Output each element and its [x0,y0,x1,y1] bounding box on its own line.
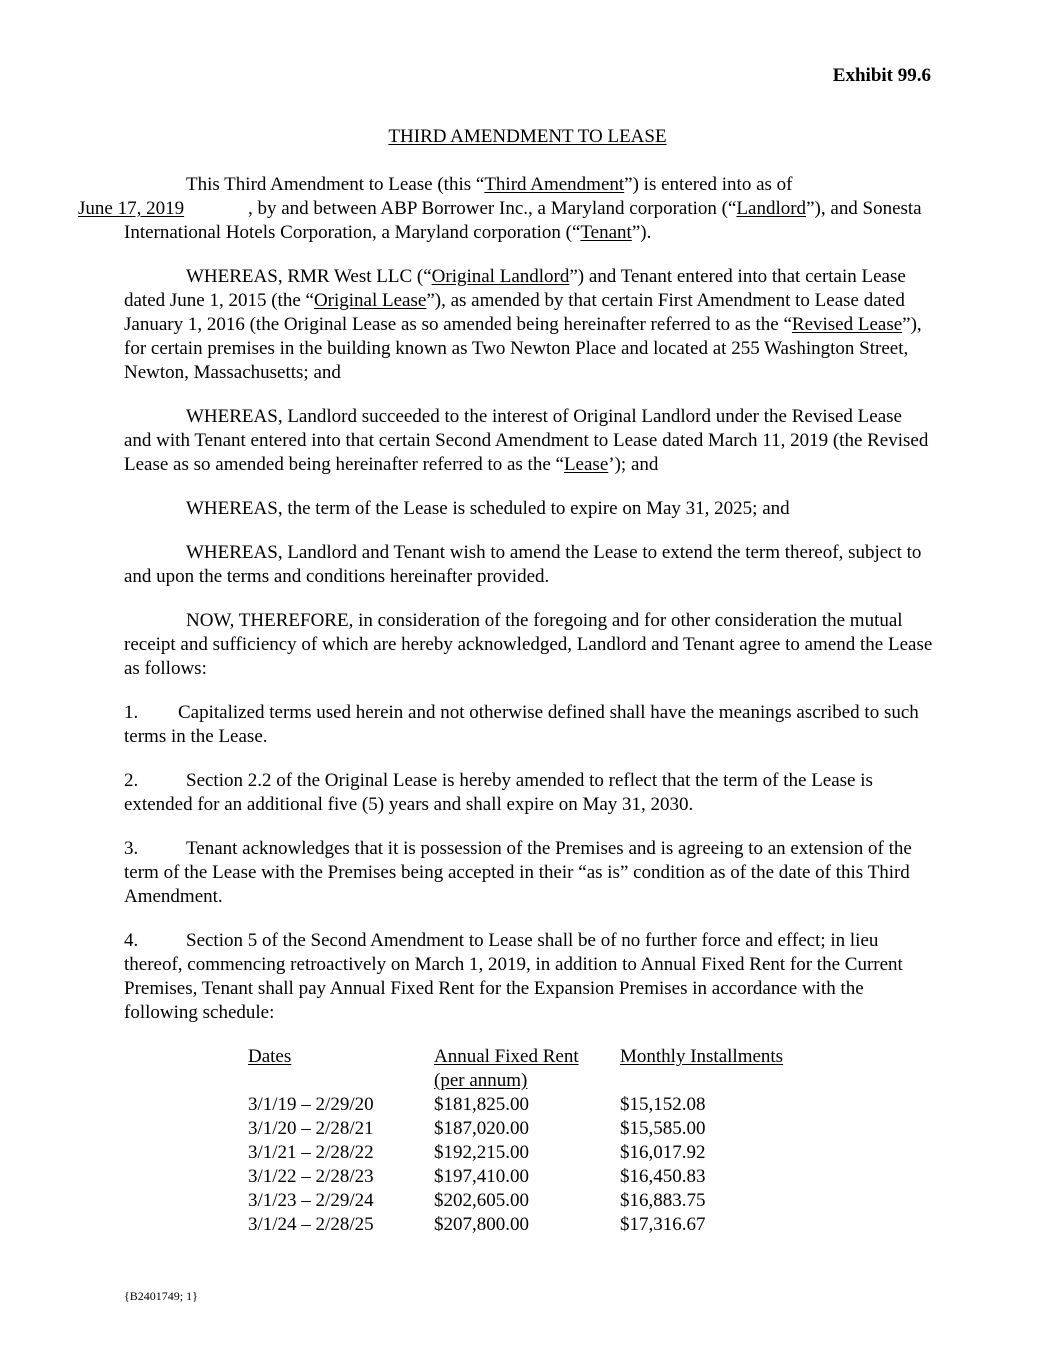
item-text: Section 5 of the Second Amendment to Lease shall be of no further force and effect; in lieu thereof, commencing retroactively on March 1, 2019, in addition to Annual Fixed Rent for the Current Premises, Tenant shall pay Annual Fixed Rent for the Expansion Premises in accordance with the following schedule: [124,930,903,1023]
cell-dates: 3/1/21 – 2/28/22 [248,1142,374,1163]
cell-dates: 3/1/20 – 2/28/21 [248,1118,374,1139]
whereas2-text-a: WHEREAS, Landlord succeeded to the interest of Original Landlord under the Revised Lease and with Tenant entered into that certain Second Amendment to Lease dated March 11, 2019 (the Revised Lease as so amended being hereinafter referred to as the “ [124,406,929,475]
cell-annual: $192,215.00 [434,1142,529,1163]
cell-dates: 3/1/19 – 2/29/20 [248,1094,374,1115]
exhibit-label: Exhibit 99.6 [832,65,931,86]
title-text: THIRD AMENDMENT TO LEASE [388,126,667,147]
whereas-paragraph-4: WHEREAS, Landlord and Tenant wish to amend the Lease to extend the term thereof, subject to and upon the terms and conditions hereinafter provided. [124,542,922,587]
item-number: 3. [124,838,139,859]
intro-text-a: This Third Amendment to Lease (this “ [186,174,485,195]
defined-term-original-landlord: Original Landlord [431,266,570,287]
document-body [78,173,934,1045]
rent-schedule-table [248,1045,820,1237]
intro-text-d: ”), and Sonesta International Hotels Corporation, a Maryland corporation (“ [124,198,922,243]
document-footer-id: {B2401749; 1} [124,1289,198,1303]
cell-annual: $207,800.00 [434,1214,529,1235]
whereas1-text-a: WHEREAS, RMR West LLC (“ [186,266,432,287]
cell-monthly: $17,316.67 [620,1214,706,1235]
item-text: Capitalized terms used herein and not otherwise defined shall have the meanings ascribed to such terms in the Lease. [124,702,919,747]
table-row [248,1117,820,1141]
item-text: Tenant acknowledges that it is possession of the Premises and is agreeing to an extension of the term of the Lease with the Premises being accepted in their “as is” condition as of the date of this Third Amendment. [124,838,912,907]
cell-monthly: $16,883.75 [620,1190,706,1211]
header-annual-fixed-rent: Annual Fixed Rent [434,1046,579,1067]
whereas-paragraph-1 [124,265,934,385]
defined-term-revised-lease: Revised Lease [791,314,903,335]
table-row [248,1165,820,1189]
cell-dates: 3/1/24 – 2/28/25 [248,1214,374,1235]
table-row [248,1189,820,1213]
cell-annual: $187,020.00 [434,1118,529,1139]
table-row [248,1141,820,1165]
cell-dates: 3/1/23 – 2/29/24 [248,1190,374,1211]
whereas1-text-d: ”), for certain premises in the building known as Two Newton Place and located at 255 Washington Street, Newton, Massachusetts; and [124,314,922,383]
numbered-item [124,929,934,1025]
whereas-paragraph-3: WHEREAS, the term of the Lease is scheduled to expire on May 31, 2025; and [186,498,790,519]
cell-annual: $197,410.00 [434,1166,529,1187]
cell-monthly: $15,585.00 [620,1118,706,1139]
numbered-item [124,837,934,909]
table-row [248,1213,820,1237]
header-dates: Dates [248,1046,292,1067]
cell-annual: $202,605.00 [434,1190,529,1211]
cell-monthly: $15,152.08 [620,1094,706,1115]
defined-term-original-lease: Original Lease [313,290,427,311]
cell-dates: 3/1/22 – 2/28/23 [248,1166,374,1187]
whereas1-text-b: ”) and Tenant entered into that certain Lease dated June 1, 2015 (the “ [124,266,906,311]
now-therefore-paragraph: NOW, THEREFORE, in consideration of the foregoing and for other consideration the mutual receipt and sufficiency of which are hereby acknowledged, Landlord and Tenant agree to amend the Lease as follows: [124,610,933,679]
intro-text-e: ”). [631,222,652,243]
item-number: 2. [124,770,139,791]
cell-annual: $181,825.00 [434,1094,529,1115]
cell-monthly: $16,017.92 [620,1142,706,1163]
document-title [0,125,1055,149]
table-header-row [248,1045,820,1069]
item-number: 4. [124,930,139,951]
defined-term-tenant: Tenant [580,222,632,243]
numbered-item [124,701,934,749]
intro-text-b: ”) is entered into as of [624,174,793,195]
effective-date: June 17, 2019 [78,198,185,219]
numbered-item [124,769,934,817]
intro-paragraph [78,173,934,245]
item-number: 1. [124,702,139,723]
table-header-subrow [248,1069,820,1093]
whereas1-text-c: ”), as amended by that certain First Amendment to Lease dated January 1, 2016 (the Original Lease as so amended being hereinafter referred to as the “ [124,290,905,335]
header-monthly-installments: Monthly Installments [620,1046,784,1067]
table-row [248,1093,820,1117]
item-text: Section 2.2 of the Original Lease is hereby amended to reflect that the term of the Lease is extended for an additional five (5) years and shall expire on May 31, 2030. [124,770,873,815]
header-per-annum: (per annum) [434,1070,528,1091]
whereas-paragraph-2 [124,405,934,477]
defined-term-landlord: Landlord [736,198,807,219]
defined-term-lease: Lease [563,454,609,475]
whereas2-text-b: ’); and [608,454,659,475]
cell-monthly: $16,450.83 [620,1166,706,1187]
defined-term-third-amendment: Third Amendment [484,174,625,195]
intro-text-c: , by and between ABP Borrower Inc., a Maryland corporation (“ [248,198,737,219]
